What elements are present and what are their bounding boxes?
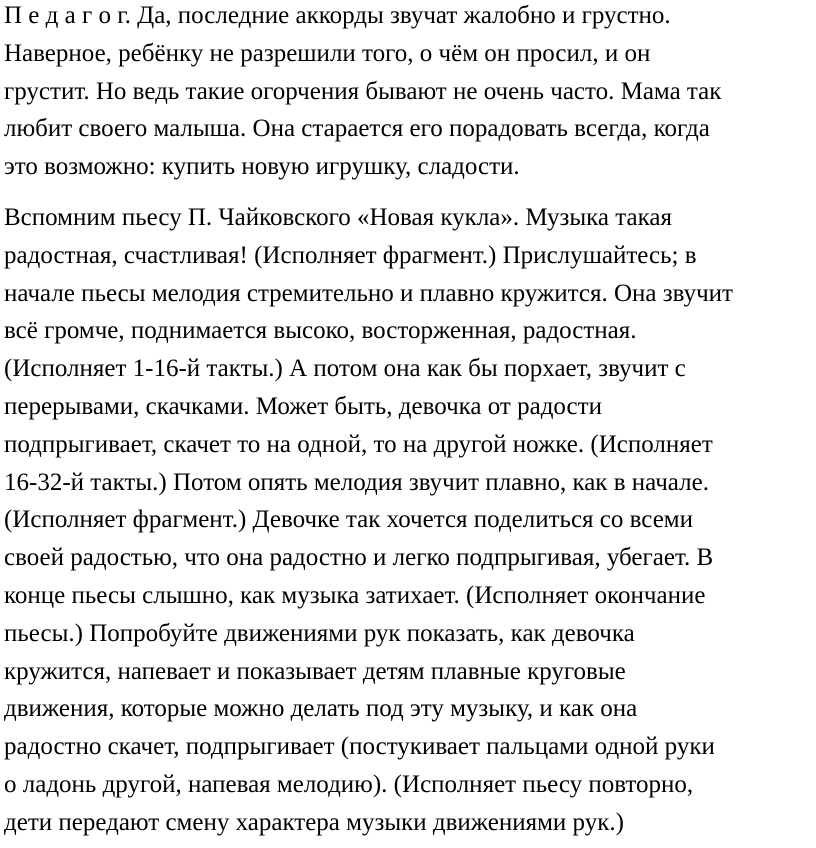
text-line: подпрыгивает, скачет то на одной, то на другой ножке. (Исполняет [4,430,713,458]
text-line: конце пьесы слышно, как музыка затихает. (Исполняет окончание [4,581,706,609]
text-line: радостно скачет, подпрыгивает (постукивает пальцами одной руки [4,733,715,761]
paragraph-teacher-intro [4,0,816,186]
text-line: движения, которые можно делать под эту музыку, и как она [4,695,638,723]
text-line: начале пьесы мелодия стремительно и плавно кружится. Она звучит [4,279,733,307]
text-line: о ладонь другой, напевая мелодию). (Исполняет пьесу повторно, [4,770,694,798]
text-line: (Исполняет 1-16-й такты.) А потом она как бы порхает, звучит с [4,355,686,383]
text-line: П е д а г о г. Да, последние аккорды звучат жалобно и грустно. [4,2,671,29]
text-line: грустит. Но ведь такие огорчения бывают не очень часто. Мама так [4,77,722,105]
text-line: любит своего малыша. Она старается его порадовать всегда, когда [4,115,710,143]
text-line: дети передают смену характера музыки движениями рук.) [4,808,624,836]
text-line: пьесы.) Попробуйте движениями рук показать, как девочка [4,619,635,647]
text-line: (Исполняет фрагмент.) Девочке так хочется поделиться со всеми [4,506,693,534]
text-line: радостная, счастливая! (Исполняет фрагмент.) Прислушайтесь; в [4,241,697,269]
text-line: Вспомним пьесу П. Чайковского «Новая кукла». Музыка такая [4,204,672,231]
text-line: 16-32-й такты.) Потом опять мелодия звучит плавно, как в начале. [4,468,709,496]
text-line: всё громче, поднимается высоко, восторженная, радостная. [4,317,637,345]
text-line: кружится, напевает и показывает детям плавные круговые [4,657,626,685]
text-line: Наверное, ребёнку не разрешили того, о чём он просил, и он [4,39,651,67]
text-line: своей радостью, что она радостно и легко подпрыгивая, убегает. В [4,544,714,572]
paragraph-new-doll [4,199,816,842]
text-line: перерывами, скачками. Может быть, девочка от радости [4,392,602,420]
text-line: это возможно: купить новую игрушку, сладости. [4,153,520,181]
